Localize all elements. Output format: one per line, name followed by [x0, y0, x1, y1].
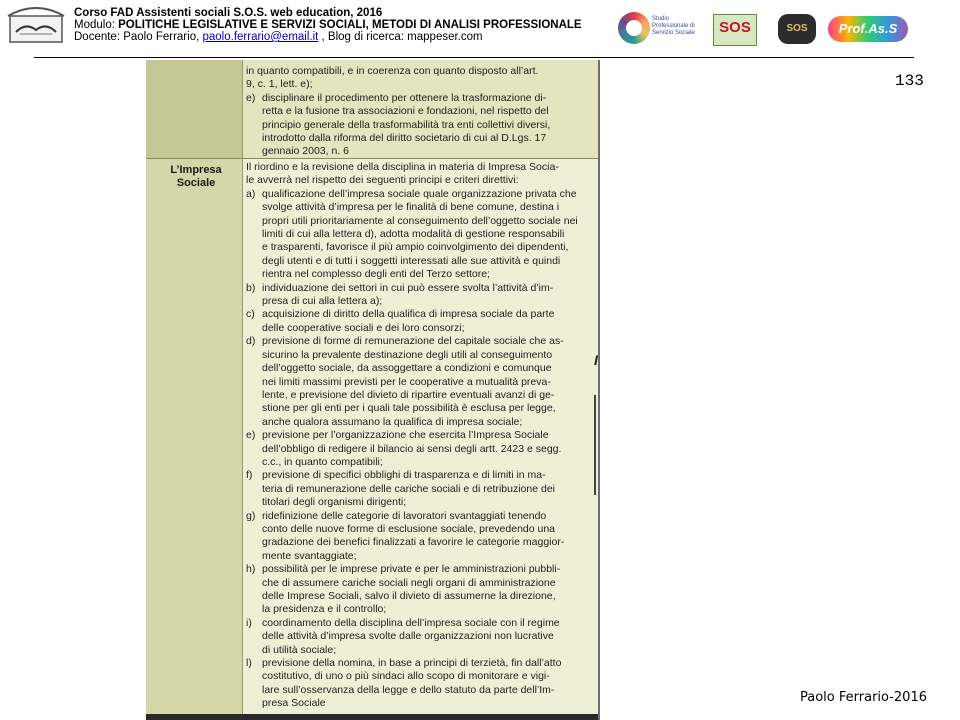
list-item — [246, 510, 591, 564]
list-item — [246, 657, 591, 711]
text-line: coordinamento della disciplina dell’impresa sociale con il regime — [262, 616, 560, 629]
text-line: previsione di specifici obblighi di trasparenza e di limiti in ma- — [262, 469, 546, 482]
text-line: di utilità sociale; — [262, 643, 337, 656]
adjacent-page-rule — [594, 395, 596, 495]
text-line: la presidenza e il controllo; — [262, 603, 387, 616]
list-item — [246, 335, 591, 429]
text-line: rientra nel complesso degli enti del Terzo settore; — [262, 268, 491, 281]
text-line: che di assumere cariche sociali negli organi di amministrazione — [262, 576, 556, 589]
list-marker: a) — [246, 187, 256, 200]
section-body — [246, 161, 591, 711]
text-line: titolari degli organismi dirigenti; — [262, 496, 407, 509]
text-line: previsione di forme di remunerazione del capitale sociale che as- — [262, 335, 564, 348]
text-line: conto delle nuove forme di esclusione sociale, prevedendo una — [262, 522, 556, 535]
scanned-document — [146, 60, 598, 720]
text-line: presa Sociale — [262, 697, 326, 710]
text-line: principio generale della trasformabilità tra enti collettivi diversi, — [262, 118, 551, 131]
list-marker: c) — [246, 308, 255, 321]
list-marker: f) — [246, 469, 253, 482]
text-line: stione per gli enti per i quali tale possibilità è esclusa per legge, — [262, 402, 556, 415]
text-line: dell’oggetto sociale, da assoggettare a condizioni e comunque — [262, 362, 552, 375]
text-line: qualificazione dell’impresa sociale quale organizzazione privata che — [262, 187, 577, 200]
text-line: ridefinizione delle categorie di lavoratori svantaggiati tenendo — [262, 509, 547, 522]
text-line: acquisizione di diritto della qualifica di impresa sociale da parte — [262, 308, 555, 321]
handshake-logo-icon — [6, 4, 66, 46]
sos-logo: SOS — [713, 14, 757, 46]
text-line: teria di remunerazione delle cariche sociali e di retribuzione dei — [262, 482, 555, 495]
text-line: Il riordino e la revisione della disciplina in materia di Impresa Socia- — [246, 161, 559, 173]
list-item-e — [246, 92, 591, 159]
list-item — [246, 617, 591, 657]
continuation-text — [246, 65, 591, 159]
text-line: retta e la fusione tra associazioni e fondazioni, nel rispetto del — [262, 105, 549, 118]
page-edge — [598, 60, 600, 720]
text-line: propri utili prioritariamente al conseguimento dell’oggetto sociale nei — [262, 214, 578, 227]
adjacent-page-mark: I — [594, 352, 598, 368]
list-item — [246, 469, 591, 509]
header-text — [74, 7, 582, 43]
text-line: presa di cui alla lettera a); — [262, 295, 383, 308]
list-marker: e) — [246, 91, 256, 104]
section-title: L’Impresa Sociale — [170, 164, 222, 189]
course-header — [0, 0, 960, 58]
list-item — [246, 429, 591, 469]
text-line: lare sull’osservanza della legge e dello statuto da parte dell’Im- — [262, 683, 555, 696]
text-line: in quanto compatibili, e in coerenza con quanto disposto all’art. — [246, 65, 539, 77]
page-number: 133 — [895, 72, 924, 90]
list-marker: g) — [246, 509, 256, 522]
scan-bottom-edge — [146, 714, 598, 720]
text-line: possibilità per le imprese private e per le amministrazioni pubbli- — [262, 563, 561, 576]
text-line: gennaio 2003, n. 6 — [262, 145, 349, 158]
footer-author: Paolo Ferrario-2016 — [800, 690, 927, 705]
left-column-band — [146, 60, 243, 720]
text-line: delle cooperative sociali e dei loro consorzi; — [262, 321, 465, 334]
text-line: nei limiti massimi previsti per le cooperative a mutualità preva- — [262, 375, 551, 388]
text-line: anche qualora assumano la qualifica di impresa sociale; — [262, 415, 523, 428]
text-line: dell’obbligo di redigere il bilancio ai sensi degli artt. 2423 e segg. — [262, 442, 562, 455]
email-link[interactable]: paolo.ferrario@email.it — [202, 31, 319, 43]
text-line: svolge attività d’impresa per le finalità di bene comune, destina i — [262, 201, 560, 214]
header-divider — [34, 57, 914, 58]
list-marker: e) — [246, 429, 256, 442]
text-line: degli utenti e di tutti i soggetti interessati alle sue attività e quindi — [262, 254, 561, 267]
studio-professionale-logo-icon — [618, 12, 650, 44]
list-item — [246, 308, 591, 335]
previous-row-label-cell — [146, 60, 243, 158]
module-title: POLITICHE LEGISLATIVE E SERVIZI SOCIALI, METODI DI ANALISI PROFESSIONALE — [118, 19, 582, 31]
course-title: Corso FAD Assistenti sociali S.O.S. web education, 2016 — [74, 7, 383, 19]
text-line: le avverrà nel rispetto dei seguenti principi e criteri direttivi: — [246, 174, 519, 187]
list-marker: i) — [246, 616, 252, 629]
text-line: limiti di cui alla lettera d), adotta modalità di gestione responsabili — [262, 228, 565, 241]
text-line: previsione per l’organizzazione che esercita l’Impresa Sociale — [262, 429, 549, 442]
text-line: individuazione dei settori in cui può essere svolta l’attività d’im- — [262, 281, 554, 294]
teacher-line: Docente: Paolo Ferrario, paolo.ferrario@email.it , Blog di ricerca: mappeser.com — [74, 31, 483, 43]
text-line: disciplinare il procedimento per ottenere la trasformazione di- — [262, 91, 547, 104]
list-item — [246, 282, 591, 309]
profass-logo: Prof.As.S — [828, 16, 908, 42]
text-line: lente, e previsione del divieto di ripartire eventuali avanzi di ge- — [262, 388, 555, 401]
text-line: introdotto dalla riforma del diritto societario di cui al D.Lgs. 17 — [262, 132, 547, 145]
text-line: 9, c. 1, lett. e); — [246, 78, 313, 91]
text-line: gradazione dei benefici finalizzati a favorire le categorie maggior- — [262, 536, 565, 549]
sos-web-logo: SOS — [778, 14, 816, 44]
list-item — [246, 188, 591, 282]
list-marker: b) — [246, 281, 256, 294]
text-line: costitutivo, di uno o più sindaci allo scopo di monitorare e vigi- — [262, 670, 550, 683]
text-line: e trasparenti, favorisce il più ampio coinvolgimento dei dipendenti, — [262, 241, 569, 254]
studio-logo-text: Studio Professionale di Servizio Sociale — [652, 16, 695, 36]
list-marker: l) — [246, 657, 252, 670]
list-item — [246, 563, 591, 617]
text-line: delle attività d’impresa svolte dalle organizzazioni non lucrative — [262, 630, 554, 643]
module-line: Modulo: POLITICHE LEGISLATIVE E SERVIZI SOCIALI, METODI DI ANALISI PROFESSIONALE — [74, 19, 582, 31]
text-line: previsione della nomina, in base a principi di terzietà, fin dall’atto — [262, 657, 562, 670]
list-marker: h) — [246, 563, 256, 576]
list-marker: d) — [246, 335, 256, 348]
text-line: delle Imprese Sociali, salvo il divieto di assumerne la direzione, — [262, 590, 556, 602]
text-line: c.c., in quanto compatibili; — [262, 455, 383, 468]
text-line: mente svantaggiate; — [262, 549, 357, 562]
text-line: sicurino la prevalente destinazione degli utili al conseguimento — [262, 348, 553, 361]
